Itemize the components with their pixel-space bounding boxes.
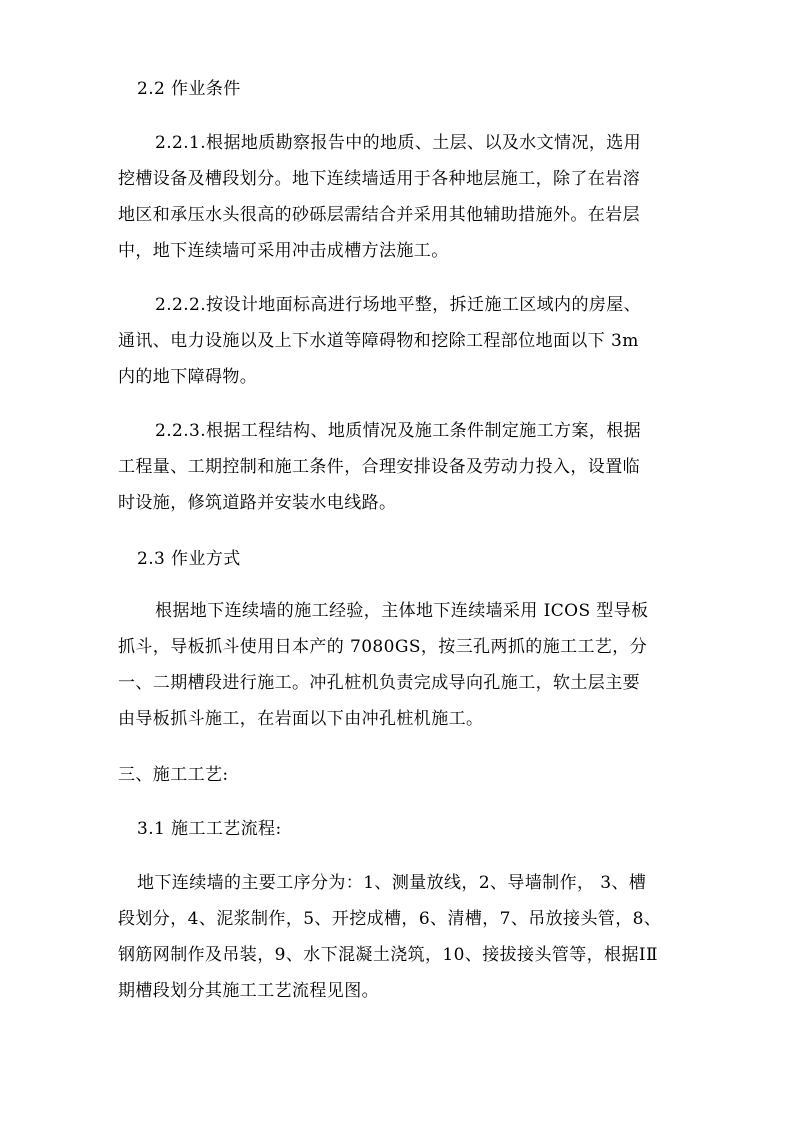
paragraph-line: 中，地下连续墙可采用冲击成槽方法施工。 [118,241,449,261]
section-2-3-heading: 2.3 作业方式 [137,549,241,569]
paragraph-line: 一、二期槽段进行施工。冲孔桩机负责完成导向孔施工，软土层主要 [118,673,640,693]
paragraph-line: 2.2.3.根据工程结构、地质情况及施工条件制定施工方案，根据 [155,421,642,441]
paragraph-line: 根据地下连续墙的施工经验，主体地下连续墙采用 ICOS 型导板 [155,601,649,621]
paragraph-line: 2.2.2.按设计地面标高进行场地平整，拆迁施工区域内的房屋、 [155,295,642,315]
section-3-1-heading: 3.1 施工工艺流程: [137,819,282,839]
paragraph-line: 2.2.1.根据地质勘察报告中的地质、土层、以及水文情况，选用 [155,133,642,153]
section-2-2-heading: 2.2 作业条件 [137,79,241,99]
paragraph-line: 钢筋网制作及吊装，9、水下混凝土浇筑，10、接拔接头管等，根据ⅠⅡ [118,945,658,965]
paragraph-line: 内的地下障碍物。 [118,367,258,387]
paragraph-line: 工程量、工期控制和施工条件，合理安排设备及劳动力投入，设置临 [118,457,640,477]
paragraph-line: 段划分，4、泥浆制作，5、开挖成槽，6、清槽，7、吊放接头管，8、 [118,909,662,929]
paragraph-line: 抓斗，导板抓斗使用日本产的 7080GS，按三孔两抓的施工工艺，分 [118,637,648,657]
paragraph-line: 挖槽设备及槽段划分。地下连续墙适用于各种地层施工，除了在岩溶 [118,169,640,189]
paragraph-line: 时设施，修筑道路并安装水电线路。 [118,493,397,513]
paragraph-line: 地区和承压水头很高的砂砾层需结合并采用其他辅助措施外。在岩层 [118,205,640,225]
paragraph-line: 期槽段划分其施工工艺流程见图。 [118,981,379,1001]
section-3-heading: 三、施工工艺: [118,765,229,785]
paragraph-line: 地下连续墙的主要工序分为：1、测量放线，2、导墙制作， 3、槽 [137,873,647,893]
paragraph-line: 由导板抓斗施工，在岩面以下由冲孔桩机施工。 [118,709,484,729]
paragraph-line: 通讯、电力设施以及上下水道等障碍物和挖除工程部位地面以下 3m [118,331,639,351]
